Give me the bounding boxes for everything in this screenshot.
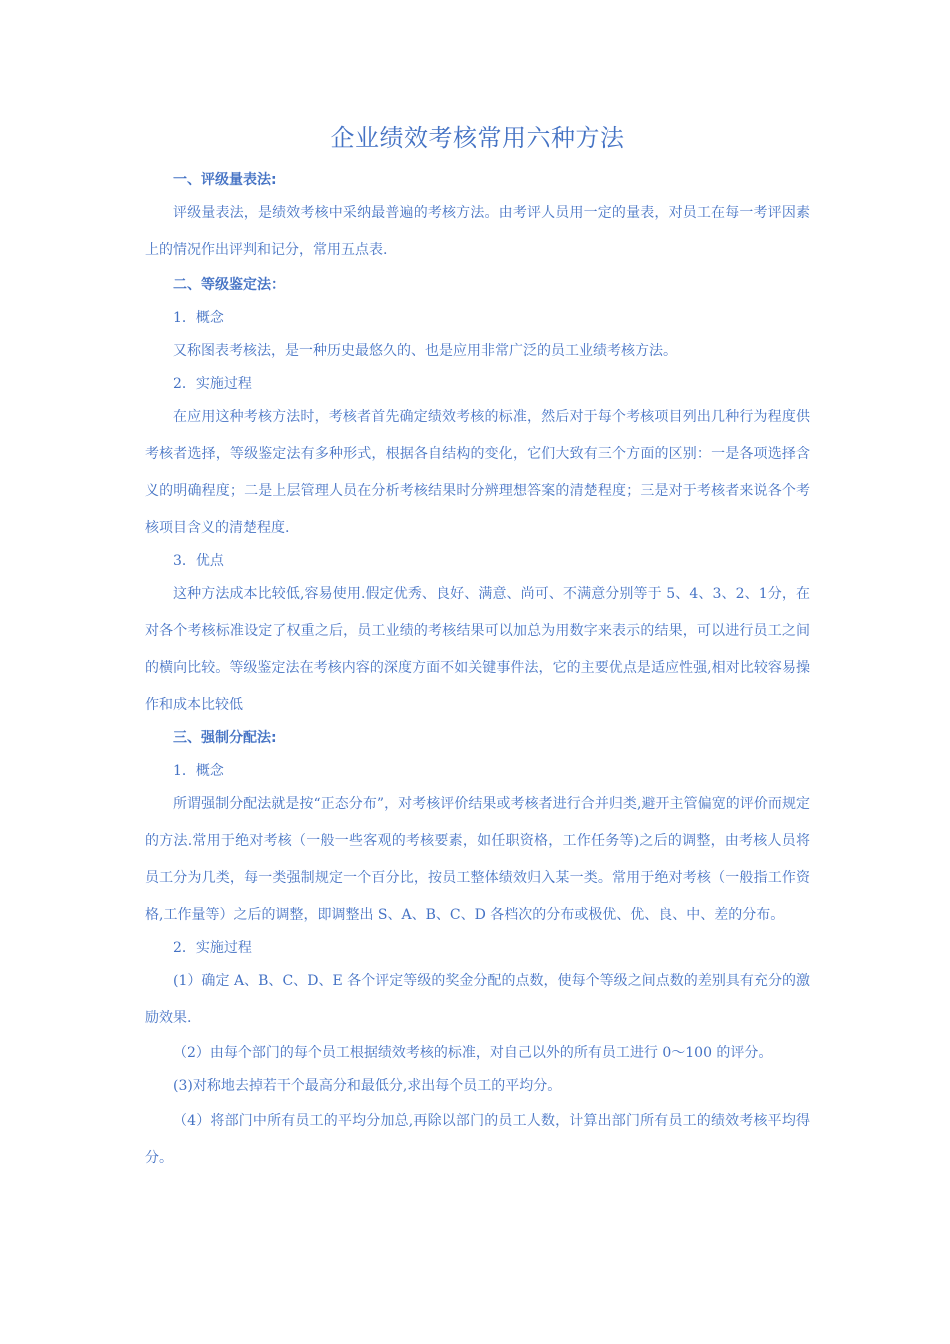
paragraph: 又称图表考核法，是一种历史最悠久的、也是应用非常广泛的员工业绩考核方法。 [173,343,677,359]
section-heading-rating-scale: 一、评级量表法: [173,172,277,188]
paragraph: （4）将部门中所有员工的平均分加总,再除以部门的员工人数，计算出部门所有员工的绩效考核平均得分。 [145,1113,810,1166]
document-content [145,118,810,1178]
paragraph: 在应用这种考核方法时，考核者首先确定绩效考核的标准，然后对于每个考核项目列出几种行为程度供考核者选择，等级鉴定法有多种形式，根据各自结构的变化，它们大致有三个方面的区别：一是各项选择含义的明确程度；二是上层管理人员在分析考核结果时分辨理想答案的清楚程度；三是对于考核者来说各个考核项目含义的清楚程度. [145,409,810,536]
paragraph: 这种方法成本比较低,容易使用.假定优秀、良好、满意、尚可、不满意分别等于 5、4、3、2、1分，在对各个考核标准设定了权重之后，员工业绩的考核结果可以加总为用数字来表示的结果，可以进行员工之间的横向比较。等级鉴定法在考核内容的深度方面不如关键事件法，它的主要优点是适应性强,相对比较容易操作和成本比较低 [145,586,810,713]
subheading-process: 2．实施过程 [173,376,252,392]
section-heading-grade-appraisal: 二、等级鉴定法： [173,277,285,293]
subheading-process: 2．实施过程 [173,940,252,956]
section-heading-forced-distribution: 三、强制分配法: [173,730,277,746]
subheading-advantages: 3．优点 [173,553,224,569]
paragraph: （2）由每个部门的每个员工根据绩效考核的标准，对自己以外的所有员工进行 0～100 的评分。 [173,1045,773,1061]
paragraph: (1）确定 A、B、C、D、E 各个评定等级的奖金分配的点数，使每个等级之间点数的差别具有充分的激励效果. [145,973,810,1026]
subheading-concept: 1．概念 [173,763,224,779]
paragraph: 评级量表法，是绩效考核中采纳最普遍的考核方法。由考评人员用一定的量表，对员工在每一考评因素上的情况作出评判和记分，常用五点表. [145,205,810,258]
paragraph: (3)对称地去掉若干个最高分和最低分,求出每个员工的平均分。 [173,1078,562,1094]
subheading-concept: 1．概念 [173,310,224,326]
document-title: 企业绩效考核常用六种方法 [330,124,625,152]
paragraph: 所谓强制分配法就是按“正态分布”，对考核评价结果或考核者进行合并归类,避开主管偏宽的评价而规定的方法.常用于绝对考核（一般一些客观的考核要素，如任职资格，工作任务等)之后的调整，由考核人员将员工分为几类，每一类强制规定一个百分比，按员工整体绩效归入某一类。常用于绝对考核（一般指工作资格,工作量等）之后的调整，即调整出 S、A、B、C、D 各档次的分布或极优、优、良、中、差的分布。 [145,796,810,923]
